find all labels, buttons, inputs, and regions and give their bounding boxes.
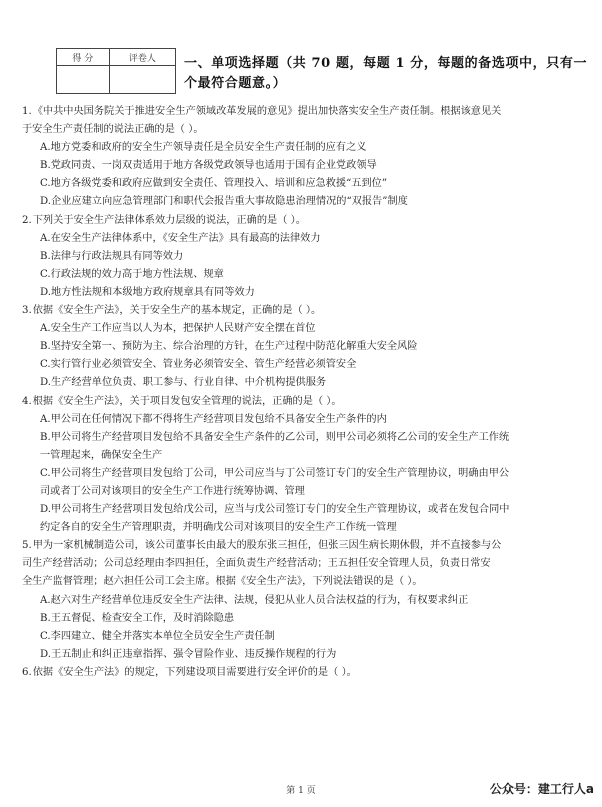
question-number: 6.: [22, 666, 32, 678]
answer-option: A.地方党委和政府的安全生产领导责任是全员安全生产责任制的应有之义: [40, 142, 367, 154]
answer-option: B.甲公司将生产经营项目发包给不具备安全生产条件的乙公司，则甲公司必须将乙公司的安全生产工作统: [40, 431, 510, 443]
answer-option: D.生产经营单位负责、职工参与、行业自律、中介机构提供服务: [40, 377, 327, 389]
question-stem-line: [22, 103, 592, 121]
question-text: 于安全生产责任制的说法正确的是（ ）。: [22, 124, 204, 136]
question-stem-line: [22, 121, 592, 139]
page-number: 第 1 页: [286, 786, 316, 796]
answer-option: 司或者丁公司对该项目的安全生产工作进行统筹协调、管理: [40, 485, 305, 497]
watermark: 公众号：建工行人a: [489, 782, 594, 796]
question-stem-line: [22, 537, 592, 555]
question-number: 5.: [22, 540, 32, 552]
question-number: 4.: [22, 395, 32, 407]
question-text: 依据《安全生产法》的规定，下列建设项目需要进行安全评价的是（ ）。: [32, 666, 357, 678]
answer-option: D.甲公司将生产经营项目发包给戊公司，应当与戊公司签订专门的安全生产管理协议，或者在发包合同中: [40, 504, 510, 516]
answer-option: D.地方性法规和本级地方政府规章具有同等效力: [40, 286, 255, 298]
question-stem-line: [22, 664, 592, 682]
question-text: 根据《安全生产法》，关于项目发包安全管理的说法，正确的是（ ）。: [32, 395, 342, 407]
question-stem-line: [22, 573, 592, 591]
answer-option: A.赵六对生产经营单位违反安全生产法律、法规，侵犯从业人员合法权益的行为，有权要求纠正: [40, 594, 469, 606]
answer-option: B.党政同责、一岗双责适用于地方各级党政领导也适用于国有企业党政领导: [40, 160, 377, 172]
answer-option: D.企业应建立向应急管理部门和职代会报告重大事故隐患治理情况的“双报告”制度: [40, 196, 408, 208]
answer-option: C.地方各级党委和政府应做到安全责任、管理投入、培训和应急救援“五到位”: [40, 178, 388, 190]
reviewer-cell: [109, 66, 175, 94]
answer-option: A.安全生产工作应当以人为本，把保护人民财产安全摆在首位: [40, 323, 316, 335]
question-list: [22, 103, 592, 682]
question-text: 依据《安全生产法》，关于安全生产的基本规定，正确的是（ ）。: [32, 305, 322, 317]
answer-option: B.法律与行政法规具有同等效力: [40, 250, 184, 262]
question-text: 甲为一家机械制造公司，该公司董事长由最大的股东张三担任，但张三因生病长期休假，并不直接参与公: [32, 540, 502, 552]
score-box: [56, 48, 176, 94]
answer-option: C.行政法规的效力高于地方性法规、规章: [40, 268, 224, 280]
answer-option: C.实行管行业必须管安全、管业务必须管安全、管生产经营必须管安全: [40, 359, 357, 371]
score-label: 得 分: [57, 49, 110, 66]
answer-option: B.王五督促、检查安全工作，及时消除隐患: [40, 612, 235, 624]
question-stem-line: [22, 212, 592, 230]
answer-option: 一管理起来，确保安全生产: [40, 449, 163, 461]
question-text: 司生产经营活动；公司总经理由李四担任，全面负责生产经营活动；王五担任安全管理人员，负责日常安: [22, 558, 491, 570]
question-number: 1.: [22, 106, 32, 117]
question-stem-line: [22, 393, 592, 411]
section-title: 一、单项选择题（共 70 题，每题 1 分，每题的备选项中，只有一个最符合题意。）: [184, 56, 588, 91]
question-text: 下列关于安全生产法律体系效力层级的说法，正确的是（ ）。: [32, 214, 306, 226]
reviewer-label: 评卷人: [109, 49, 175, 66]
answer-option: 约定各自的安全生产管理职责，并明确戊公司对该项目的安全生产工作统一管理: [40, 522, 397, 534]
question-text: 《中共中央国务院关于推进安全生产领域改革发展的意见》提出加快落实安全生产责任制。根据该意见关: [32, 106, 502, 117]
question-number: 3.: [22, 305, 32, 317]
answer-option: B.坚持安全第一、预防为主、综合治理的方针，在生产过程中防范化解重大安全风险: [40, 341, 418, 353]
question-number: 2.: [22, 214, 32, 226]
score-cell: [57, 66, 110, 94]
answer-option: C.甲公司将生产经营项目发包给丁公司，甲公司应当与丁公司签订专门的安全生产管理协议，明确由甲公: [40, 467, 510, 479]
answer-option: C.李四建立、健全并落实本单位全员安全生产责任制: [40, 630, 275, 642]
answer-option: A.甲公司在任何情况下都不得将生产经营项目发包给不具备安全生产条件的内: [40, 413, 387, 425]
question-stem-line: [22, 302, 592, 320]
answer-option: A.在安全生产法律体系中，《安全生产法》具有最高的法律效力: [40, 232, 321, 244]
answer-option: D.王五制止和纠正违章指挥、强令冒险作业、违反操作规程的行为: [40, 648, 337, 660]
question-stem-line: [22, 555, 592, 573]
question-text: 全生产监督管理；赵六担任公司工会主席。根据《安全生产法》，下列说法错误的是（ ）。: [22, 576, 423, 588]
